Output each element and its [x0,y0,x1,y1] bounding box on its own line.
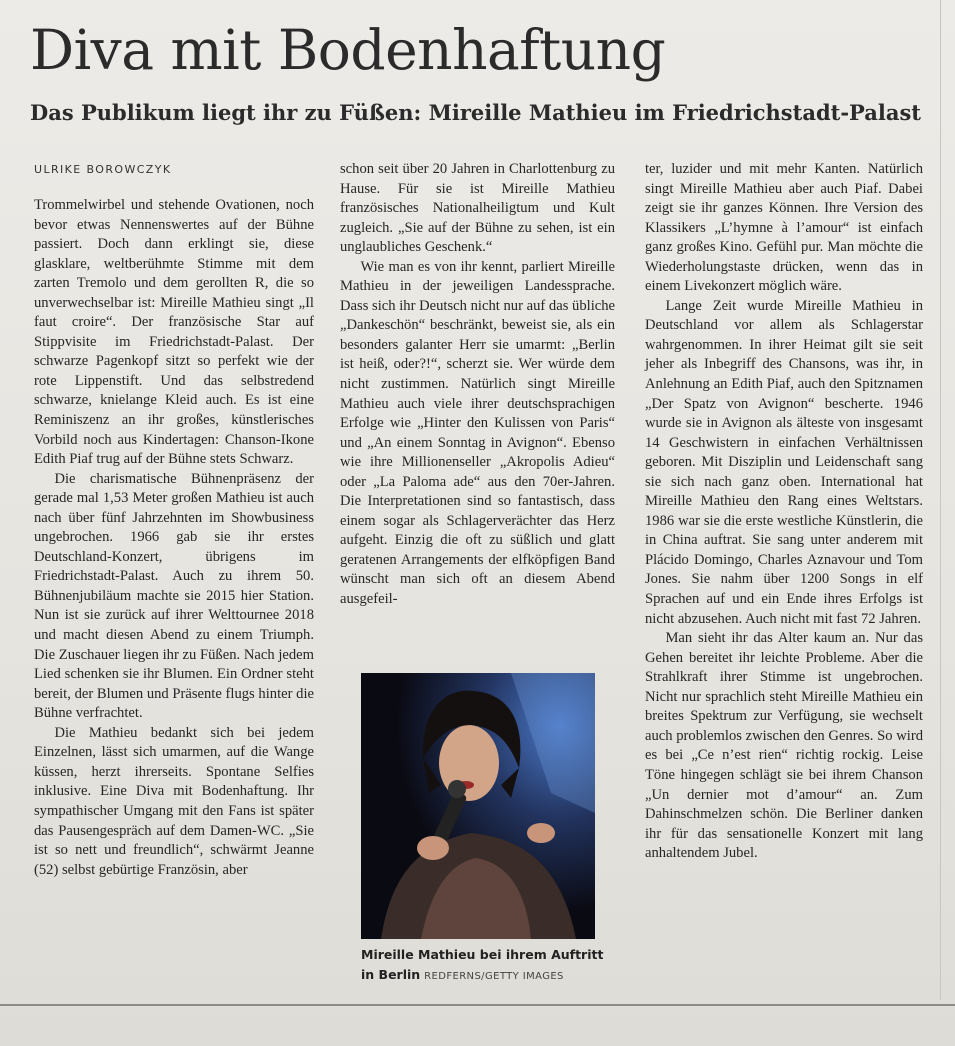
paragraph: Wie man es von ihr kennt, parliert Mireille Mathieu in der jeweiligen Landessprache. Dass sich ihr Deutsch nicht nur auf das übliche „Dankeschön“ beschränkt, beweist sie, als ein besonders galanter Herr sie umarmt: „Berlin ist heiß, oder?!“, scherzt sie. Wer würde dem nicht zustimmen. Natürlich singt Mireille Mathieu auch viele ihrer deutschsprachigen Erfolge wie „Hinter den Kulissen von Paris“ und „An einem Sonntag in Avignon“. Ebenso wie ihre Millionenseller „Akropolis Adieu“ oder „La Paloma ade“ aus den 70er-Jahren. Die Interpretationen sind so fantastisch, dass einem sogar als Schlagerverächter das Herz aufgeht. Einzig die oft zu süßlich und glatt geratenen Arrangements der elfköpfigen Band wünscht man sich oft an diesem Abend ausgefeil- [340,258,615,608]
paragraph: Trommelwirbel und stehende Ovationen, noch bevor etwas Nennenswertes auf der Bühne passiert. Doch dann erklingt sie, diese glasklare, weltberühmte Stimme mit dem zarten Tremolo und dem gerollten R, die so unverwechselbar ist: Mireille Mathieu singt „Il faut croire“. Der französische Star auf Stippvisite im Friedrichstadt-Palast. Der schwarze Pagenkopf sitzt so perfekt wie der rote Lippenstift. Und das selbstredend schwarze, knielange Kleid auch. Es ist eine Reminiszenz an ihr großes, künstlerisches Vorbild noch aus Kindertagen: Chanson-Ikone Edith Piaf trug auf der Bühne stets Schwarz. [34,197,314,468]
paragraph: schon seit über 20 Jahren in Charlottenburg zu Hause. Für sie ist Mireille Mathieu französisches Nationalheiligtum und Kult zugleich. „Sie auf der Bühne zu sehen, ist ein unglaubliches Geschenk.“ [340,161,615,256]
column-rule [940,0,941,1000]
article-column-1 [34,160,314,880]
headline: Diva mit Bodenhaftung [30,18,666,82]
paragraph: Man sieht ihr das Alter kaum an. Nur das Gehen bereitet ihr leichte Probleme. Aber die Strahlkraft ihrer Stimme ist ungebrochen. Nicht nur sprachlich steht Mireille Mathieu ein breites Spektrum zur Verfügung, sie wechselt auch problemlos zwischen den Genres. So wird es bei „Ce n’est rien“ richtig rockig. Leise Töne hingegen schlägt sie bei ihrem Chanson „Un dernier mot d’amour“ an. Zum Dahinschmelzen schön. Die Berliner danken ihr für das sensationelle Konzert mit lang anhaltendem Jubel. [645,630,923,862]
paragraph: ter, luzider und mit mehr Kanten. Natürlich singt Mireille Mathieu aber auch Piaf. Dabei zeigt sie ihr ganzes Können. Ihre Version des Klassikers „L’hymne à l’amour“ ist einfach ganz großes Kino. Gefühl pur. Man möchte die Wiederholungstaste drücken, wenn das in einem Livekonzert möglich wäre. [645,161,923,295]
caption-text: Mireille Mathieu bei ihrem Auftritt in Berlin [361,947,604,982]
singer-photo [361,673,595,939]
paragraph: Die charismatische Bühnenpräsenz der gerade mal 1,53 Meter großen Mathieu ist auch nach über fünf Jahrzehnten im Showbusiness ungebrochen. 1966 gab sie ihr erstes Deutschland-Konzert, übrigens im Friedrichstadt-Palast. Auch zu ihrem 50. Bühnenjubiläum machte sie 2015 hier Station. Nun ist sie zurück auf ihrer Welttournee 2018 und macht diesen Abend zu einem Triumph. Die Zuschauer liegen ihr zu Füßen. Nach jedem Lied schenken sie ihr Blumen. Ein Ordner steht bereit, der Blumen und Präsente flugs hinter die Bühne verfrachtet. [34,470,314,722]
article-column-2 [340,160,615,610]
paragraph: Die Mathieu bedankt sich bei jedem Einzelnen, lässt sich umarmen, auf die Wange küssen, herzt ihrerseits. Spontane Selfies inklusive. Eine Diva mit Bodenhaftung. Ihr sympathischer Umgang mit den Fans ist später das Pausengespräch auf dem Damen-WC. „Sie ist so nett und freundlich“, schwärmt Jeanne (52) selbst gebürtige Französin, aber [34,724,314,878]
author-byline: ULRIKE BOROWCZYK [34,163,172,176]
singer-illustration [361,673,595,939]
page-divider [0,1004,955,1006]
photo-credit: REDFERNS/GETTY IMAGES [424,971,564,982]
article-column-3 [645,160,923,864]
photo-caption [361,945,611,987]
paragraph: Lange Zeit wurde Mireille Mathieu in Deutschland vor allem als Schlagerstar wahrgenommen. In ihrer Heimat gilt sie seit jeher als Inbegriff des Chansons, was ihr, in Anlehnung an Edith Piaf, auch den Spitznamen „Der Spatz von Avignon“ bescherte. 1946 wurde sie in Avignon als älteste von insgesamt 14 Geschwistern in einfachen Verhältnissen geboren. Mit Disziplin und Leidenschaft sang sie sich nach ganz oben. International hat Mireille Mathieu den Rang eines Weltstars. 1986 war sie die erste westliche Künstlerin, die in China auftrat. Sie sang unter anderem mit Plácido Domingo, Charles Aznavour und Tom Jones. Sie nahm über 1200 Songs in elf Sprachen auf und ein Ende ihres Erfolgs ist nicht abzusehen. Auch nicht mit fast 72 Jahren. [645,297,923,627]
subheadline: Das Publikum liegt ihr zu Füßen: Mireille Mathieu im Friedrichstadt-Palast [30,100,921,125]
